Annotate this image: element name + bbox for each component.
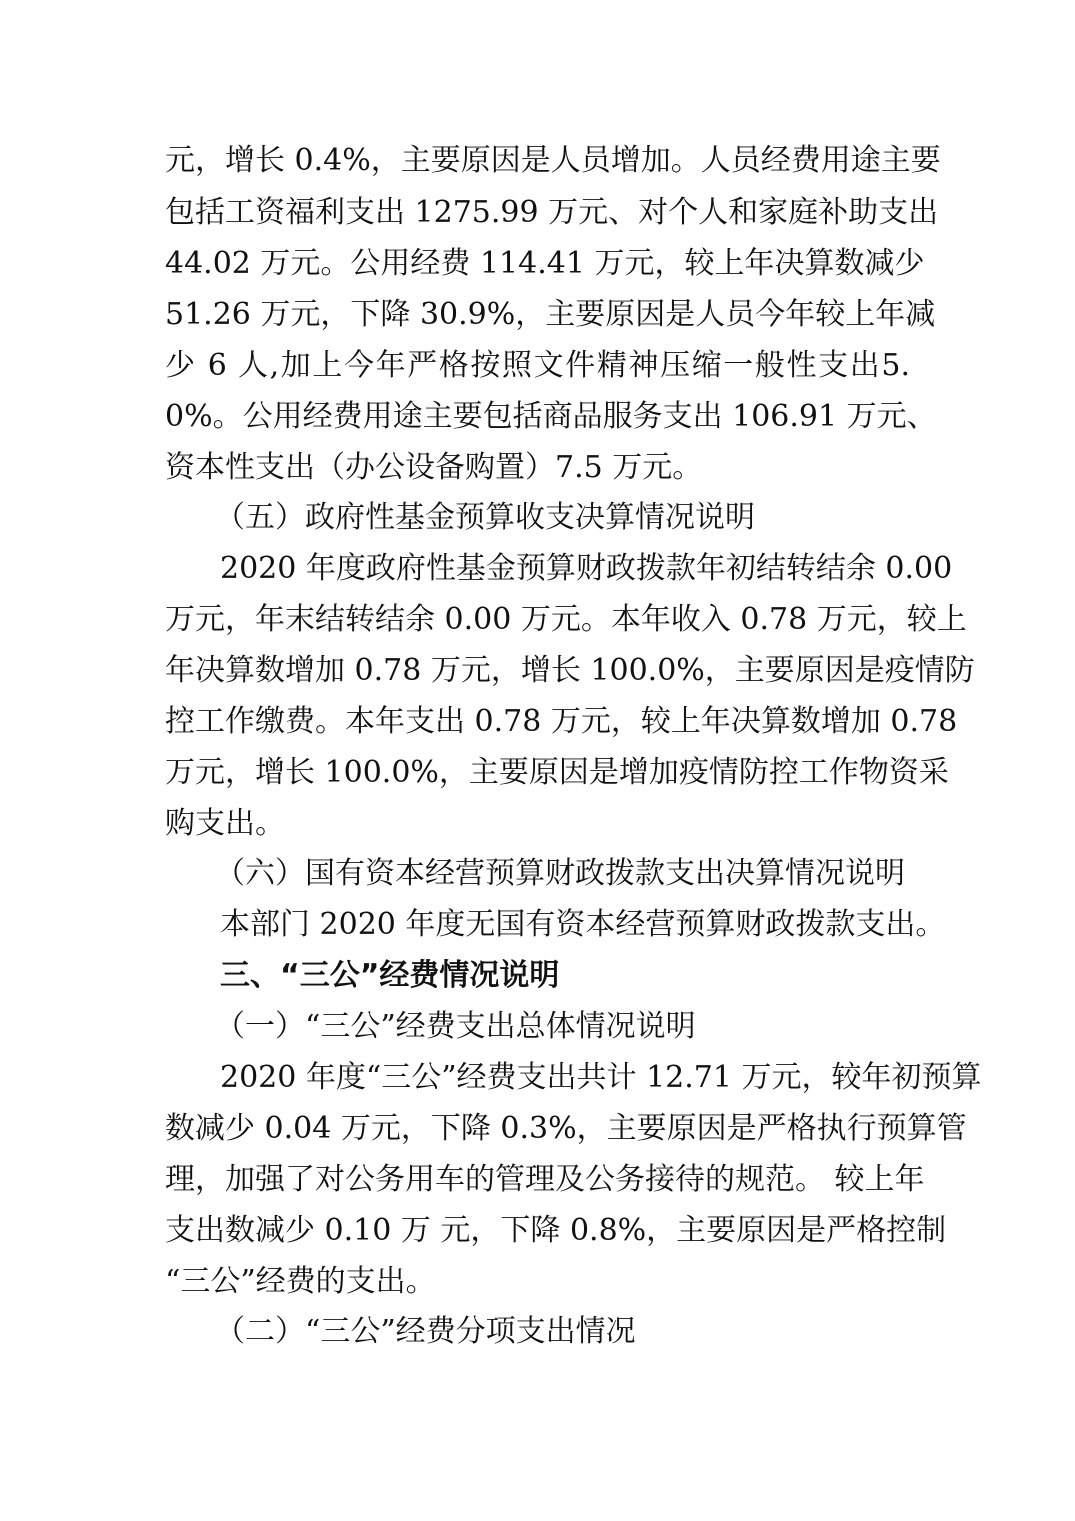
- body-line-4: 51.26 万元，下降 30.9%，主要原因是人员今年较上年减: [165, 297, 936, 332]
- body-line-3: 44.02 万元。公用经费 114.41 万元，较上年决算数减少: [165, 246, 925, 281]
- body-line-21: 理，加强了对公务用车的管理及公务接待的规范。 较上年: [165, 1162, 925, 1197]
- body-line-1: 元，增长 0.4%，主要原因是人员增加。人员经费用途主要: [165, 143, 941, 178]
- chapter-heading-three: 三、“三公”经费情况说明: [220, 958, 560, 993]
- section-heading-5: （五）政府性基金预算收支决算情况说明: [215, 500, 755, 535]
- body-line-16: 本部门 2020 年度无国有资本经营预算财政拨款支出。: [220, 907, 946, 942]
- body-line-13: 万元，增长 100.0%，主要原因是增加疫情防控工作物资采: [165, 755, 949, 790]
- body-line-14: 购支出。: [165, 806, 285, 841]
- body-line-12: 控工作缴费。本年支出 0.78 万元，较上年决算数增加 0.78: [165, 704, 958, 739]
- section-heading-1: （一）“三公”经费支出总体情况说明: [215, 1009, 696, 1044]
- body-line-6: 0%。公用经费用途主要包括商品服务支出 106.91 万元、: [165, 399, 937, 434]
- body-line-19: 2020 年度“三公”经费支出共计 12.71 万元，较年初预算: [220, 1060, 982, 1095]
- body-line-9: 2020 年度政府性基金预算财政拨款年初结转结余 0.00: [220, 551, 953, 586]
- body-line-5: 少 6 人,加上今年严格按照文件精神压缩一般性支出5.: [165, 348, 910, 383]
- body-line-7: 资本性支出（办公设备购置）7.5 万元。: [165, 450, 703, 485]
- body-line-11: 年决算数增加 0.78 万元，增长 100.0%，主要原因是疫情防: [165, 653, 975, 688]
- body-line-22: 支出数减少 0.10 万 元，下降 0.8%，主要原因是严格控制: [165, 1213, 947, 1248]
- section-heading-2: （二）“三公”经费分项支出情况: [215, 1314, 636, 1349]
- body-line-10: 万元，年末结转结余 0.00 万元。本年收入 0.78 万元，较上: [165, 602, 967, 637]
- body-line-23: “三公”经费的支出。: [165, 1264, 436, 1299]
- section-heading-6: （六）国有资本经营预算财政拨款支出决算情况说明: [215, 856, 905, 891]
- body-line-20: 数减少 0.04 万元，下降 0.3%，主要原因是严格执行预算管: [165, 1111, 967, 1146]
- body-line-2: 包括工资福利支出 1275.99 万元、对个人和家庭补助支出: [165, 195, 939, 230]
